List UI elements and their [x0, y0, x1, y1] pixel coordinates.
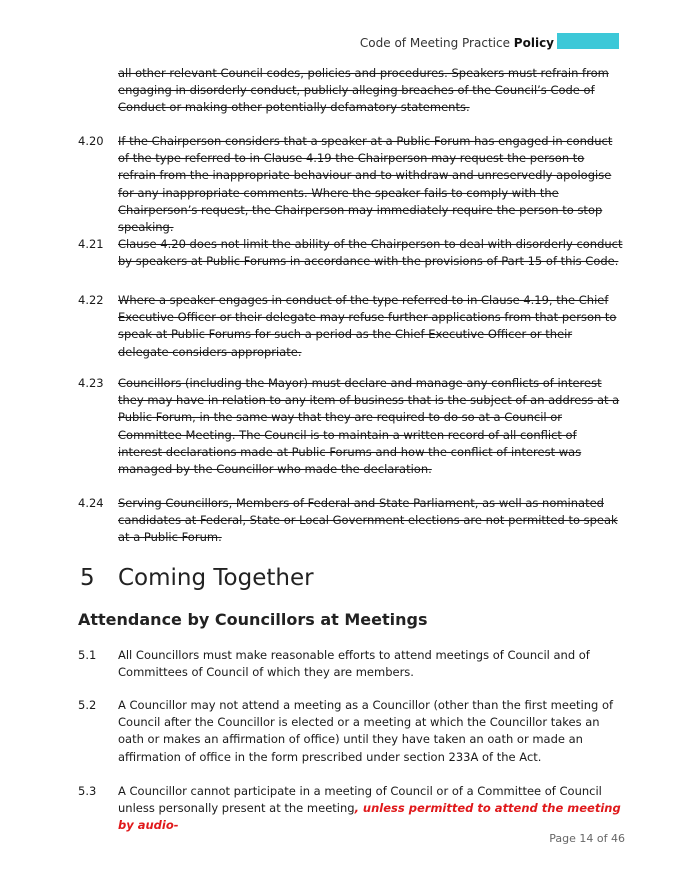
section-heading — [80, 565, 314, 591]
subsection-heading: Attendance by Councillors at Meetings — [78, 610, 428, 629]
clause-number: 5.1 — [78, 648, 97, 662]
clause-number: 4.24 — [78, 496, 104, 510]
clause-number: 5.3 — [78, 784, 97, 798]
clause-number: 5.2 — [78, 698, 97, 712]
clause-4-20 — [78, 133, 623, 235]
clause-4-22 — [78, 292, 623, 362]
header-accent-bar — [557, 33, 619, 49]
clause-4-23 — [78, 375, 623, 480]
clause-text: Clause 4.20 does not limit the ability of the Chairperson to deal with disorderly conduct by speakers at Public Forums in accordance with the provisions of Part 15 of this Code. — [118, 237, 623, 269]
clause-text: Serving Councillors, Members of Federal and State Parliament, as well as nominated candidates at Federal, State or Local Government elections are not permitted to speak at a Public Forum. — [118, 496, 618, 545]
clause-number: 4.21 — [78, 237, 104, 251]
clause-5-2 — [78, 697, 623, 767]
inserted-amendment-text: , unless permitted to attend the meeting by audio- — [118, 801, 621, 833]
clause-5-3 — [78, 783, 623, 833]
clause-text: A Councillor cannot participate in a meeting of Council or of a Committee of Council unless personally present at the meeting — [118, 784, 602, 816]
section-title: Coming Together — [118, 565, 314, 591]
clause-4-24 — [78, 495, 623, 547]
clause-number: 4.23 — [78, 376, 104, 390]
clause-text: A Councillor may not attend a meeting as a Councillor (other than the first meeting of Council after the Councillor is elected or a meeting at which the Councillor takes an oath or makes an affirmation of office) until they have taken an oath or made an affirmation of office in the form prescribed under section 233A of the Act. — [118, 698, 614, 764]
page-number: Page 14 of 46 — [549, 832, 625, 845]
clause-text-block — [118, 783, 623, 835]
header-title: Code of Meeting Practice — [359, 36, 510, 50]
document-header — [360, 36, 554, 50]
clause-number: 4.22 — [78, 293, 104, 307]
continued-paragraph: all other relevant Council codes, policies and procedures. Speakers must refrain from engaging in disorderly conduct, publicly alleging breaches of the Council’s Code of Conduct or making other potentially defamatory statements. — [118, 66, 609, 115]
clause-text: If the Chairperson considers that a speaker at a Public Forum has engaged in conduct of the type referred to in Clause 4.19 the Chairperson may request the person to refrain from the inappropriate behaviour and to withdraw and unreservedly apologise for any inappropriate comments. Where the speaker fails to comply with the Chairperson’s request, the Chairperson may immediately require the person to stop speaking. — [118, 134, 613, 235]
clause-number: 4.20 — [78, 134, 104, 148]
clause-text: Councillors (including the Mayor) must declare and manage any conflicts of interest they may have in relation to any item of business that is the subject of an address at a Public Forum, in the same way that they are required to do so at a Council or Committee Meeting. The Council is to maintain a written record of all conflict of interest declarations made at Public Forums and how the conflict of interest was managed by the Councillor who made the declaration. — [118, 376, 620, 477]
header-policy-label: Policy — [513, 36, 554, 50]
section-number: 5 — [80, 565, 95, 591]
clause-text: Where a speaker engages in conduct of the type referred to in Clause 4.19, the Chief Executive Officer or their delegate may refuse further applications from that person to speak at Public Forums for such a period as the Chief Executive Officer or their delegate considers appropriate. — [118, 293, 617, 359]
clause-4-21 — [78, 236, 623, 272]
clause-text: All Councillors must make reasonable efforts to attend meetings of Council and of Committees of Council of which they are members. — [118, 648, 590, 680]
clause-5-1 — [78, 647, 623, 683]
